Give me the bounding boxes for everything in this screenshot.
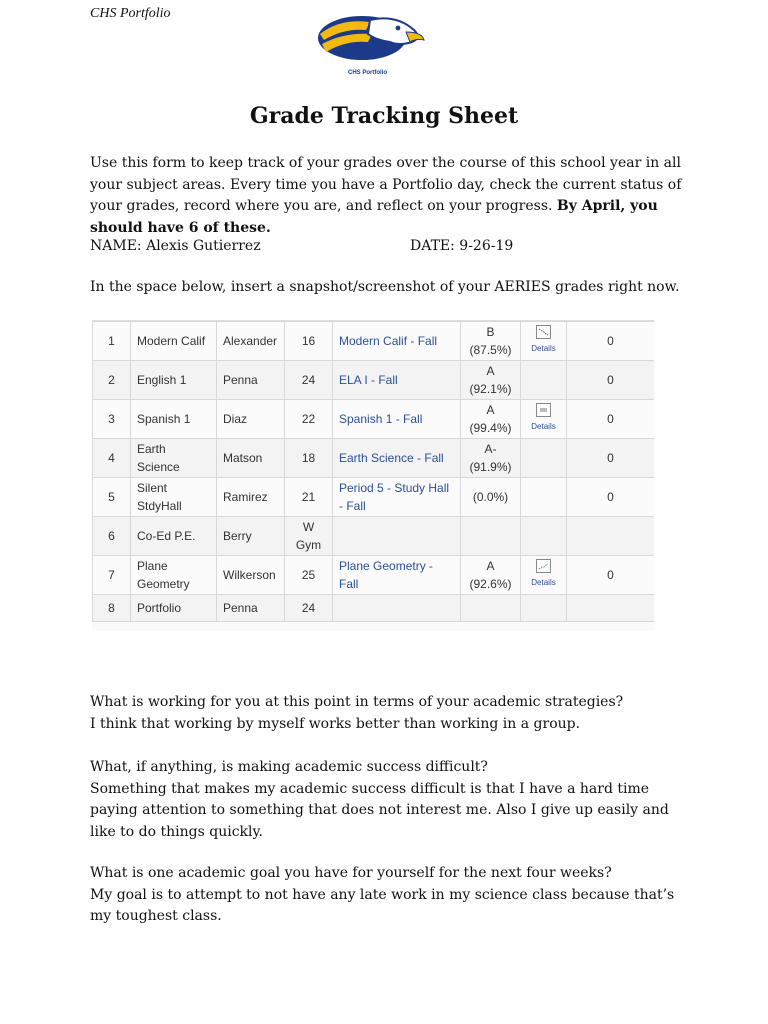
grade-row[interactable] bbox=[93, 361, 655, 400]
date-line: DATE: 9-26-19 bbox=[410, 238, 514, 254]
answer-text: I think that working by myself works better than working in a group. bbox=[90, 715, 581, 732]
missing-count: 0 bbox=[567, 400, 655, 439]
details-cell bbox=[521, 361, 567, 400]
grade-cell bbox=[461, 322, 521, 361]
grade-percent: (92.6%) bbox=[469, 577, 512, 591]
details-cell bbox=[521, 322, 567, 361]
course-link[interactable] bbox=[333, 517, 461, 556]
grade-percent: (87.5%) bbox=[469, 343, 512, 357]
details-cell bbox=[521, 478, 567, 517]
grade-row[interactable] bbox=[93, 439, 655, 478]
class-name: Earth Science bbox=[131, 439, 217, 478]
letter-grade: A- bbox=[484, 442, 497, 456]
question-text: What, if anything, is making academic success difficult? bbox=[90, 759, 488, 775]
grade-cell bbox=[461, 595, 521, 622]
class-name: Silent StdyHall bbox=[131, 478, 217, 517]
grade-row[interactable] bbox=[93, 517, 655, 556]
grade-row[interactable] bbox=[93, 595, 655, 622]
trend-up-icon bbox=[536, 559, 551, 573]
details-link[interactable] bbox=[531, 559, 555, 592]
logo-caption: CHS Portfolio bbox=[348, 70, 387, 76]
course-link[interactable]: Earth Science - Fall bbox=[333, 439, 461, 478]
row-number: 7 bbox=[93, 556, 131, 595]
trend-down-icon bbox=[536, 325, 551, 339]
grade-percent: (99.4%) bbox=[469, 421, 512, 435]
grade-percent: (91.9%) bbox=[469, 460, 512, 474]
grade-cell bbox=[461, 478, 521, 517]
class-name: English 1 bbox=[131, 361, 217, 400]
question-text: What is one academic goal you have for yourself for the next four weeks? bbox=[90, 865, 612, 881]
details-cell bbox=[521, 556, 567, 595]
grade-cell bbox=[461, 556, 521, 595]
details-label: Details bbox=[531, 577, 556, 587]
row-number: 5 bbox=[93, 478, 131, 517]
details-cell bbox=[521, 517, 567, 556]
missing-count: 0 bbox=[567, 439, 655, 478]
grade-percent: (0.0%) bbox=[472, 490, 509, 504]
answer-text: My goal is to attempt to not have any late work in my science class because that’s my toughest class. bbox=[90, 886, 675, 924]
question-text: What is working for you at this point in terms of your academic strategies? bbox=[90, 694, 624, 710]
flat-line-icon bbox=[536, 403, 551, 417]
grade-row[interactable] bbox=[93, 322, 655, 361]
grade-row[interactable] bbox=[93, 478, 655, 517]
intro-bold-text: By April, you should have 6 of these. bbox=[90, 198, 658, 236]
letter-grade: A bbox=[486, 403, 495, 417]
course-link[interactable]: Plane Geometry - Fall bbox=[333, 556, 461, 595]
teacher-name: Penna bbox=[217, 595, 285, 622]
period-room: 24 bbox=[285, 595, 333, 622]
teacher-name: Diaz bbox=[217, 400, 285, 439]
course-link[interactable]: Modern Calif - Fall bbox=[333, 322, 461, 361]
class-name: Portfolio bbox=[131, 595, 217, 622]
class-name: Plane Geometry bbox=[131, 556, 217, 595]
period-room: W Gym bbox=[285, 517, 333, 556]
snapshot-prompt: In the space below, insert a snapshot/screenshot of your AERIES grades right now. bbox=[90, 279, 680, 295]
intro-text: Use this form to keep track of your grades over the course of this school year in all your subject areas. Every time you have a Portfolio day, check the current status of your grades, record where you are, and reflect on your progress. bbox=[90, 155, 682, 214]
row-number: 1 bbox=[93, 322, 131, 361]
grade-cell bbox=[461, 517, 521, 556]
class-name: Co-Ed P.E. bbox=[131, 517, 217, 556]
period-room: 22 bbox=[285, 400, 333, 439]
missing-count bbox=[567, 595, 655, 622]
grade-cell bbox=[461, 361, 521, 400]
grade-cell bbox=[461, 439, 521, 478]
missing-count: 0 bbox=[567, 322, 655, 361]
missing-count bbox=[567, 517, 655, 556]
question-1 bbox=[90, 692, 690, 735]
missing-count: 0 bbox=[567, 361, 655, 400]
row-number: 4 bbox=[93, 439, 131, 478]
details-label: Details bbox=[531, 421, 556, 431]
details-link[interactable] bbox=[531, 325, 555, 358]
question-3 bbox=[90, 863, 690, 928]
details-cell bbox=[521, 439, 567, 478]
header-label: CHS Portfolio bbox=[90, 6, 171, 21]
period-room: 16 bbox=[285, 322, 333, 361]
letter-grade: A bbox=[486, 559, 495, 573]
details-link[interactable] bbox=[531, 403, 555, 436]
teacher-name: Penna bbox=[217, 361, 285, 400]
grades-screenshot bbox=[92, 320, 654, 631]
course-link[interactable] bbox=[333, 595, 461, 622]
course-link[interactable]: ELA I - Fall bbox=[333, 361, 461, 400]
grade-cell bbox=[461, 400, 521, 439]
class-name: Modern Calif bbox=[131, 322, 217, 361]
letter-grade: B bbox=[486, 325, 495, 339]
intro-paragraph bbox=[90, 153, 690, 239]
course-link[interactable]: Spanish 1 - Fall bbox=[333, 400, 461, 439]
period-room: 18 bbox=[285, 439, 333, 478]
answer-text: Something that makes my academic success difficult is that I have a hard time paying attention to something that does not interest me. Also I give up easily and like to do things quickly. bbox=[90, 780, 669, 840]
details-cell bbox=[521, 400, 567, 439]
page-title: Grade Tracking Sheet bbox=[249, 103, 519, 129]
row-number: 2 bbox=[93, 361, 131, 400]
row-number: 3 bbox=[93, 400, 131, 439]
period-room: 21 bbox=[285, 478, 333, 517]
grade-percent: (92.1%) bbox=[469, 382, 512, 396]
grade-row[interactable] bbox=[93, 556, 655, 595]
missing-count: 0 bbox=[567, 478, 655, 517]
teacher-name: Berry bbox=[217, 517, 285, 556]
teacher-name: Matson bbox=[217, 439, 285, 478]
class-name: Spanish 1 bbox=[131, 400, 217, 439]
course-link[interactable]: Period 5 - Study Hall - Fall bbox=[333, 478, 461, 517]
missing-count: 0 bbox=[567, 556, 655, 595]
grade-row[interactable] bbox=[93, 400, 655, 439]
row-number: 8 bbox=[93, 595, 131, 622]
details-cell bbox=[521, 595, 567, 622]
details-label: Details bbox=[531, 343, 556, 353]
name-line: NAME: Alexis Gutierrez bbox=[90, 238, 261, 254]
grades-table bbox=[92, 321, 654, 622]
teacher-name: Ramirez bbox=[217, 478, 285, 517]
row-number: 6 bbox=[93, 517, 131, 556]
teacher-name: Wilkerson bbox=[217, 556, 285, 595]
period-room: 25 bbox=[285, 556, 333, 595]
period-room: 24 bbox=[285, 361, 333, 400]
teacher-name: Alexander bbox=[217, 322, 285, 361]
letter-grade: A bbox=[486, 364, 495, 378]
question-2 bbox=[90, 757, 690, 843]
